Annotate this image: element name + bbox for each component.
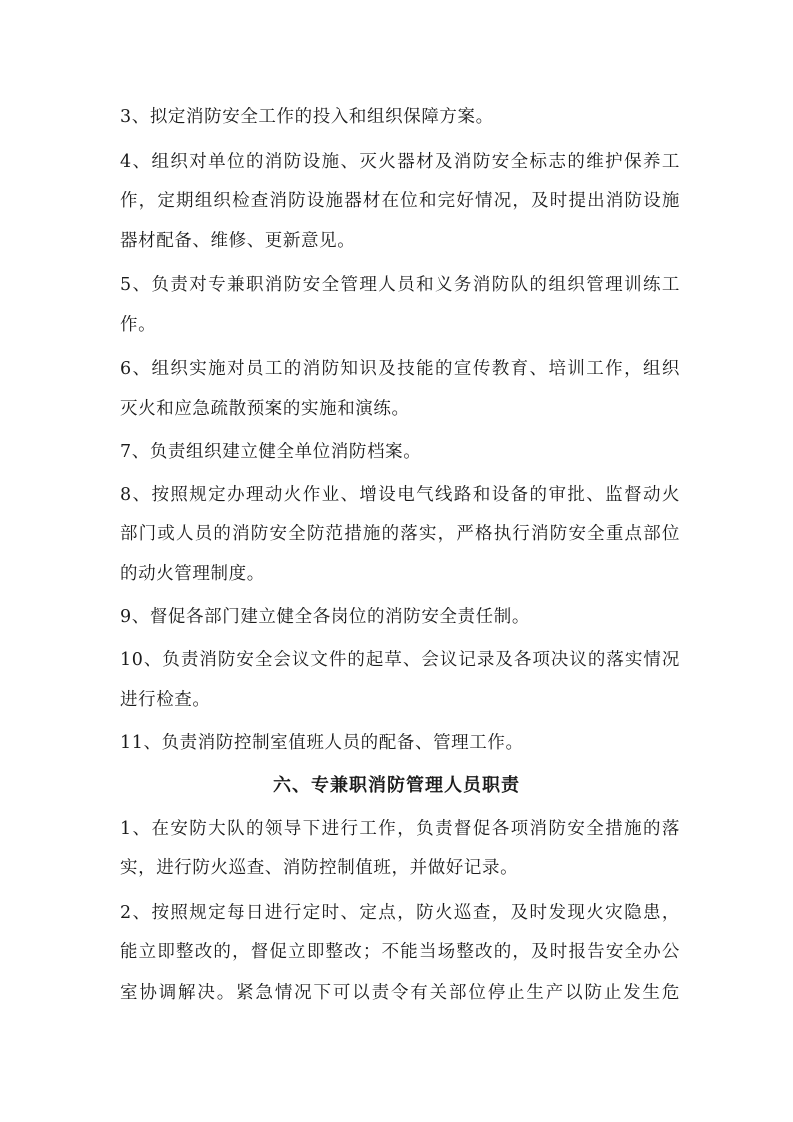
section-item-2-line-3: 室协调解决。紧急情况下可以责令有关部位停止生产以防止发生危 (120, 983, 680, 1003)
item-5-line-1: 5、负责对专兼职消防安全管理人员和义务消防队的组织管理训练工 (120, 275, 680, 295)
item-9-line-1: 9、督促各部门建立健全各岗位的消防安全责任制。 (120, 607, 530, 627)
section-item-1-line-2: 实，进行防火巡查、消防控制值班，并做好记录。 (120, 858, 519, 878)
item-10-line-1: 10、负责消防安全会议文件的起草、会议记录及各项决议的落实情况 (120, 650, 680, 670)
section-item-2-line-1: 2、按照规定每日进行定时、定点，防火巡查，及时发现火灾隐患， (120, 903, 680, 923)
item-8-line-2: 部门或人员的消防安全防范措施的落实，严格执行消防安全重点部位 (120, 524, 680, 544)
item-8-line-1: 8、按照规定办理动火作业、增设电气线路和设备的审批、监督动火 (120, 485, 680, 505)
item-11-line-1: 11、负责消防控制室值班人员的配备、管理工作。 (120, 733, 524, 753)
section-heading: 六、专兼职消防管理人员职责 (273, 775, 520, 796)
item-10-line-2: 进行检查。 (120, 690, 211, 710)
item-3-line-1: 3、拟定消防安全工作的投入和组织保障方案。 (120, 107, 494, 127)
item-7-line-1: 7、负责组织建立健全单位消防档案。 (120, 442, 422, 462)
item-6-line-1: 6、组织实施对员工的消防知识及技能的宣传教育、培训工作，组织 (120, 359, 680, 379)
item-8-line-3: 的动火管理制度。 (120, 564, 265, 584)
item-6-line-2: 灭火和应急疏散预案的实施和演练。 (120, 399, 410, 419)
item-5-line-2: 作。 (120, 315, 157, 335)
item-4-line-3: 器材配备、维修、更新意见。 (120, 231, 356, 251)
section-item-1-line-1: 1、在安防大队的领导下进行工作，负责督促各项消防安全措施的落 (120, 819, 680, 839)
item-4-line-2: 作，定期组织检查消防设施器材在位和完好情况，及时提出消防设施 (120, 191, 680, 211)
section-item-2-line-2: 能立即整改的，督促立即整改；不能当场整改的，及时报告安全办公 (120, 942, 680, 962)
item-4-line-1: 4、组织对单位的消防设施、灭火器材及消防安全标志的维护保养工 (120, 152, 680, 172)
